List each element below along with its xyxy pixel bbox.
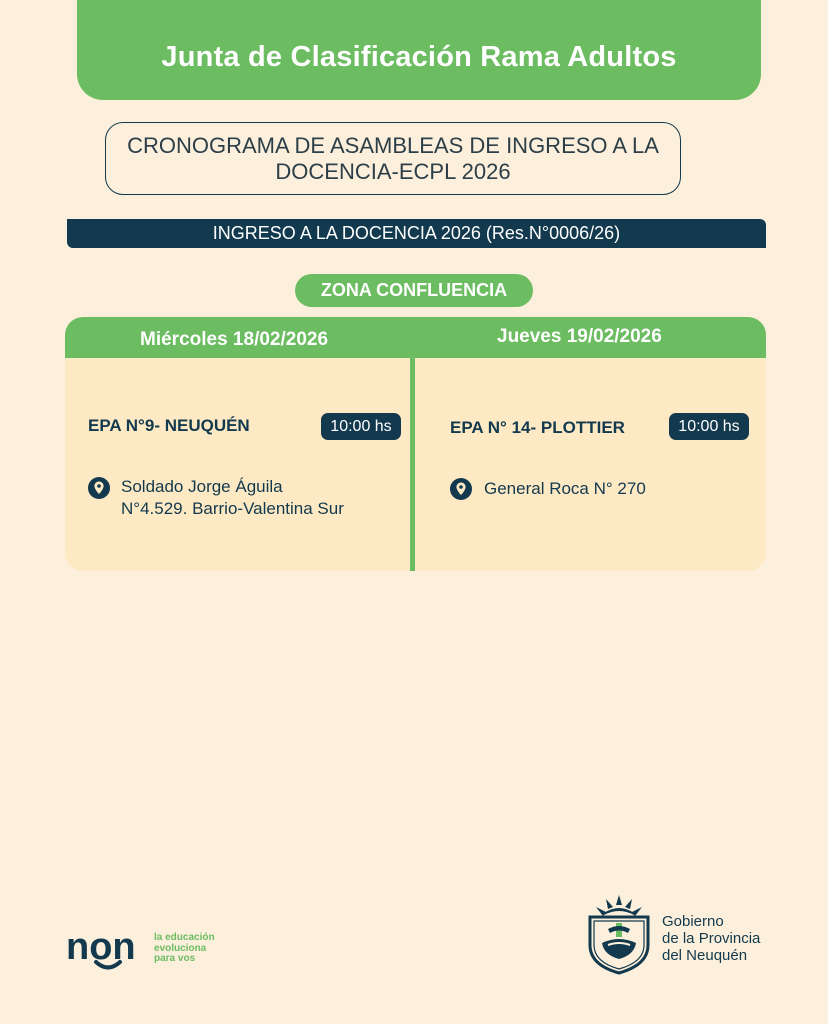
zone-badge xyxy=(295,274,533,307)
time-badge-2: 10:00 hs xyxy=(669,413,749,440)
address-1-line-2: N°4.529. Barrio-Valentina Sur xyxy=(121,499,344,518)
government-line-1: Gobierno xyxy=(662,913,724,930)
non-logo-wordmark: non xyxy=(66,929,136,968)
slogan-line-1: la educación xyxy=(154,932,215,943)
info-bar-text: INGRESO A LA DOCENCIA 2026 (Res.N°0006/26) xyxy=(212,223,621,243)
schedule-table xyxy=(65,317,766,571)
day-heading-1: Miércoles 18/02/2026 xyxy=(140,329,329,350)
slogan-line-2: evoluciona xyxy=(154,942,207,954)
time-badge-1: 10:00 hs xyxy=(321,413,401,440)
location-pin-icon xyxy=(88,477,110,499)
header-banner xyxy=(77,0,761,100)
page-title: Junta de Clasificación Rama Adultos xyxy=(161,40,677,73)
info-bar xyxy=(67,219,766,248)
school-name-1: EPA N°9- NEUQUÉN xyxy=(88,416,250,435)
slogan-line-3: para vos xyxy=(154,953,196,964)
school-name-2: EPA N° 14- PLOTTIER xyxy=(450,418,625,437)
column-divider xyxy=(410,358,415,571)
non-logo xyxy=(66,929,150,973)
neuquen-shield-icon xyxy=(584,893,654,975)
schedule-title-line-1: CRONOGRAMA DE ASAMBLEAS DE INGRESO A LA xyxy=(127,132,659,158)
zone-label: ZONA CONFLUENCIA xyxy=(320,280,508,300)
address-2 xyxy=(484,478,646,500)
day-heading-2: Jueves 19/02/2026 xyxy=(497,326,662,347)
schedule-title-box xyxy=(105,122,681,195)
address-1-line-1: Soldado Jorge Águila xyxy=(121,477,283,496)
government-line-3: del Neuquén xyxy=(662,947,748,964)
slogan xyxy=(154,933,215,965)
address-2-line-1: General Roca N° 270 xyxy=(484,479,646,498)
government-name xyxy=(662,913,760,964)
government-line-2: de la Provincia xyxy=(662,930,761,947)
address-1 xyxy=(121,476,344,520)
location-pin-icon xyxy=(450,478,472,500)
schedule-title-line-2: DOCENCIA-ECPL 2026 xyxy=(275,158,511,184)
